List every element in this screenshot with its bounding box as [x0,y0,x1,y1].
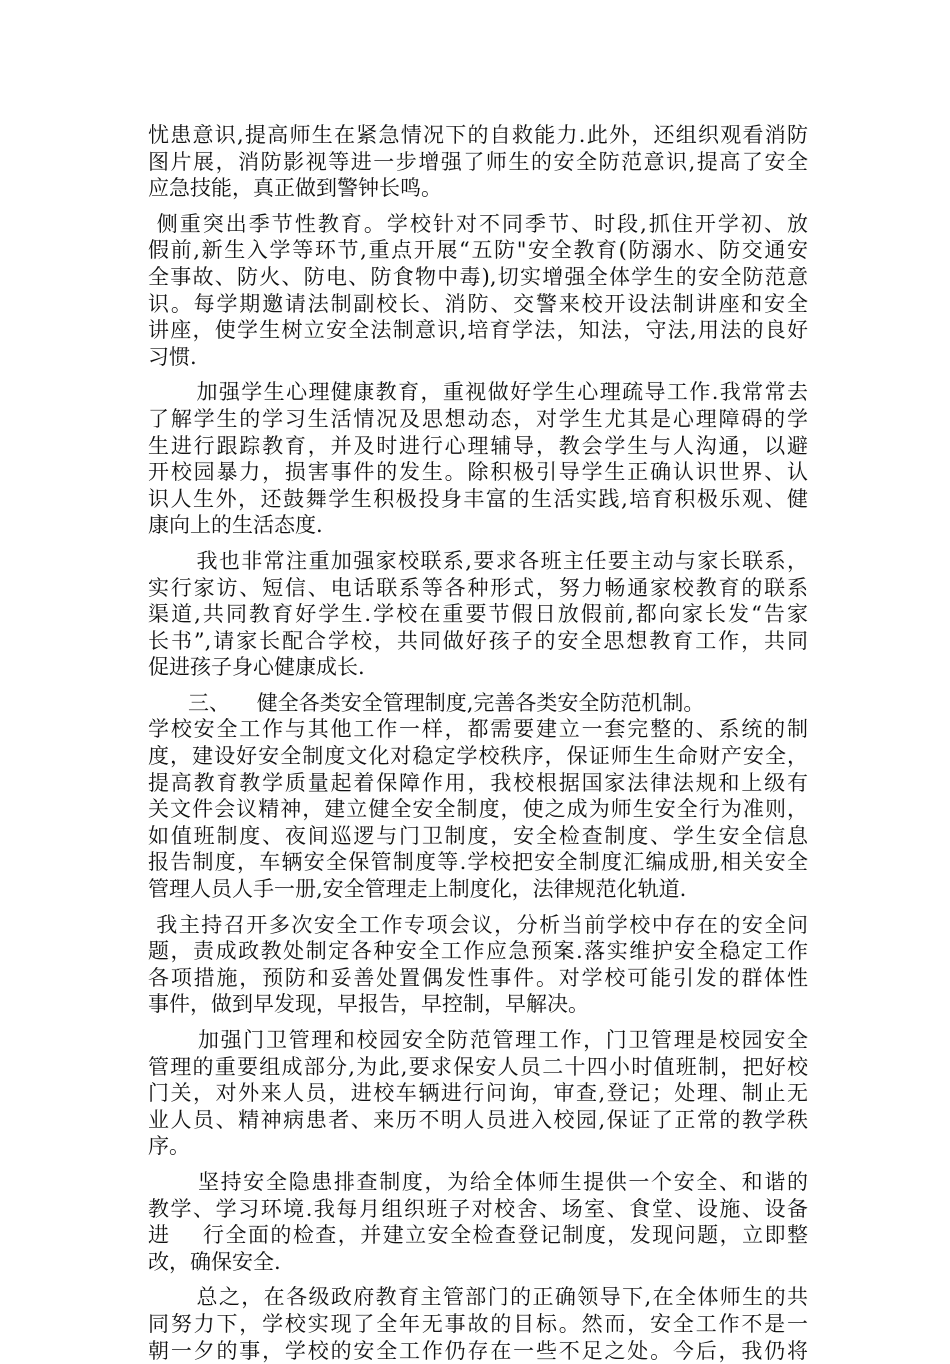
text-line: 开校园暴力，损害事件的发生。除积极引导学生正确认识世界、认 [148,460,808,485]
text-line: 改，确保安全. [148,1249,281,1274]
text-line: 进 行全面的检查，并建立安全检查登记制度，发现问题，立即整 [148,1223,808,1248]
text-line: 关文件会议精神，建立健全安全制度，使之成为师生安全行为准则， [148,797,808,822]
text-line: 加强学生心理健康教育，重视做好学生心理疏导工作.我常常去 [148,380,808,405]
text-line: 实行家访、短信、电话联系等各种形式，努力畅通家校教育的联系 [148,575,808,600]
paragraph-gap [148,202,808,211]
text-line: 图片展，消防影视等进一步增强了师生的安全防范意识,提高了安全 [148,149,808,174]
text-line: 如值班制度、夜间巡逻与门卫制度，安全检查制度、学生安全信息 [148,823,808,848]
text-line: 序。 [148,1134,190,1159]
text-line: 加强门卫管理和校园安全防范管理工作，门卫管理是校园安全 [148,1028,808,1052]
text-line: 同努力下，学校实现了全年无事故的目标。然而，安全工作不是一 [148,1311,808,1336]
text-line: 提高教育教学质量起着保障作用，我校根据国家法律法规和上级有 [148,770,808,795]
paragraph-gap [148,1160,808,1169]
text-line: 题，责成政教处制定各种安全工作应急预案.落实维护安全稳定工作 [148,939,808,964]
text-line: 三、 健全各类安全管理制度,完善各类安全防范机制。 [148,690,705,715]
text-line: 我主持召开多次安全工作专项会议，分析当前学校中存在的安全问 [148,912,808,937]
text-line: 门关，对外来人员，进校车辆进行问询，审查,登记；处理、制止无 [148,1081,808,1106]
text-line: 应急技能，真正做到警钟长鸣。 [148,176,442,201]
text-line: 学校安全工作与其他工作一样，都需要建立一套完整的、系统的制 [148,717,808,742]
text-line: 我也非常注重加强家校联系,要求各班主任要主动与家长联系， [148,548,808,573]
text-line: 总之，在各级政府教育主管部门的正确领导下,在全体师生的共 [148,1285,808,1310]
text-line: 长书”,请家长配合学校，共同做好孩子的安全思想教育工作，共同 [148,628,808,653]
text-line: 假前,新生入学等环节,重点开展“五防"安全教育(防溺水、防交通安 [148,238,808,263]
paragraph-gap [148,1018,808,1027]
text-line: 报告制度，车辆安全保管制度等.学校把安全制度汇编成册,相关安全 [148,850,808,875]
text-line: 康向上的生活态度. [148,513,323,538]
text-line: 了解学生的学习生活情况及思想动态，对学生尤其是心理障碍的学 [148,406,808,431]
text-line: 侧重突出季节性教育。学校针对不同季节、时段,抓住开学初、放 [148,211,808,236]
text-line: 促进孩子身心健康成长. [148,655,365,680]
text-line: 习惯. [148,344,197,369]
paragraph-gap [148,539,808,548]
text-line: 业人员、精神病患者、来历不明人员进入校园,保证了正常的教学秩 [148,1107,808,1132]
text-line: 坚持安全隐患排查制度，为给全体师生提供一个安全、和谐的 [148,1169,808,1194]
text-line: 识人生外，还鼓舞学生积极投身丰富的生活实践,培育积极乐观、健 [148,486,808,511]
paragraph-gap [148,903,808,912]
text-line: 度，建设好安全制度文化对稳定学校秩序，保证师生生命财产安全， [148,744,808,769]
text-line: 讲座，使学生树立安全法制意识,培育学法，知法，守法,用法的良好 [148,318,808,343]
text-line: 教学、学习环境.我每月组织班子对校舍、场室、食堂、设施、设备 [148,1196,808,1221]
paragraph-gap [148,370,808,379]
document-page [148,122,808,1364]
paragraph-gap [148,1275,808,1284]
text-line: 事件，做到早发现，早报告，早控制，早解决。 [148,992,589,1017]
text-line: 管理人员人手一册,安全管理走上制度化，法律规范化轨道. [148,877,687,902]
text-line: 管理的重要组成部分,为此,要求保安人员二十四小时值班制，把好校 [148,1054,808,1079]
text-line: 生进行跟踪教育，并及时进行心理辅导，教会学生与人沟通，以避 [148,433,808,458]
text-line: 渠道,共同教育好学生.学校在重要节假日放假前,都向家长发“告家 [148,602,808,627]
text-line: 朝一夕的事，学校的安全工作仍存在一些不足之处。今后，我仍将 [148,1338,808,1363]
text-line: 识。每学期邀请法制副校长、消防、交警来校开设法制讲座和安全 [148,291,808,316]
text-line: 忧患意识,提高师生在紧急情况下的自救能力.此外，还组织观看消防 [148,123,808,147]
paragraph-gap [148,681,808,690]
text-line: 全事故、防火、防电、防食物中毒),切实增强全体学生的安全防范意 [148,264,808,289]
text-line: 各项措施，预防和妥善处置偶发性事件。对学校可能引发的群体性 [148,965,808,990]
